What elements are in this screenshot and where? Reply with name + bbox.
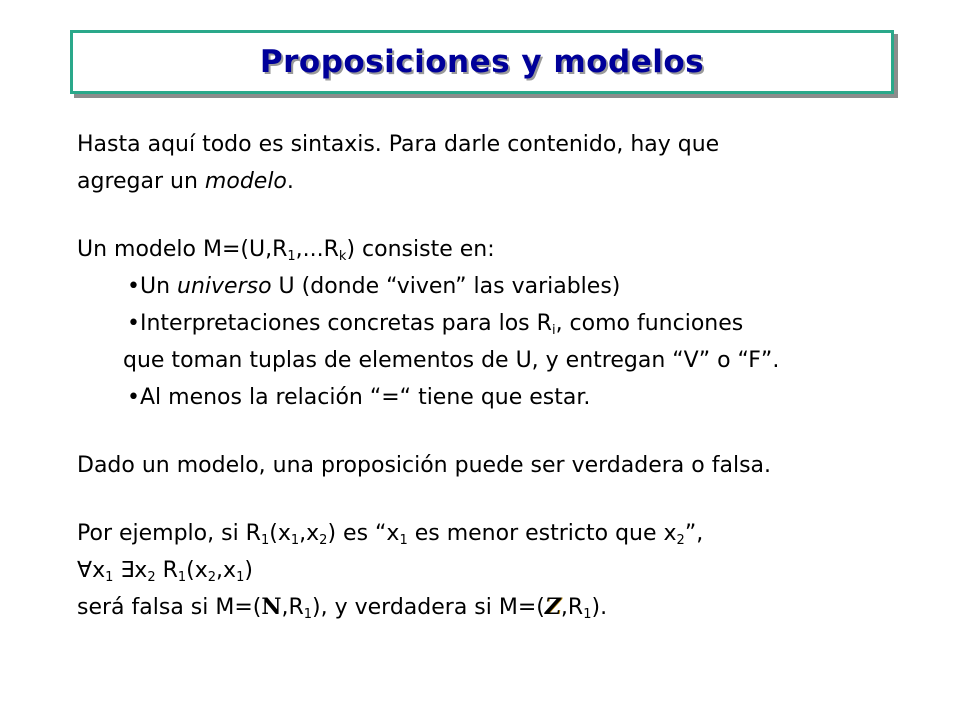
bullet: • — [127, 385, 140, 410]
text: Un — [139, 274, 178, 299]
text: ), y verdadera si M=( — [312, 595, 545, 620]
emphasis-text: universo — [177, 274, 272, 299]
text: ,x — [216, 558, 237, 583]
subscript: 2 — [319, 533, 328, 548]
exists-symbol: ∃ — [113, 558, 135, 583]
subscript: 1 — [287, 249, 296, 264]
text: Interpretaciones concretas para los R — [139, 311, 552, 336]
text: ,...R — [295, 237, 339, 262]
text: ) consiste en: — [346, 237, 495, 262]
paragraph-3 — [77, 447, 937, 484]
text: ). — [591, 595, 608, 620]
subscript: i — [551, 323, 556, 338]
bullet-item-interpretations-continued — [77, 342, 937, 379]
text: ,R — [281, 595, 304, 620]
subscript: 1 — [177, 570, 187, 585]
bullet: • — [127, 311, 140, 336]
bullet: • — [127, 274, 140, 299]
example-formula — [77, 552, 937, 589]
text: Hasta aquí todo es sintaxis. Para darle contenido, hay que — [77, 132, 720, 157]
text: agregar un — [77, 169, 205, 194]
integers-symbol: Z — [544, 594, 561, 620]
text: ) — [244, 558, 253, 583]
text: R — [155, 558, 178, 583]
model-definition — [77, 231, 937, 268]
text: , como funciones — [555, 311, 744, 336]
text: x — [134, 558, 148, 583]
text: . — [286, 169, 294, 194]
naturals-symbol: N — [261, 594, 282, 620]
subscript: k — [338, 249, 347, 264]
text: (x — [269, 521, 291, 546]
slide-content — [77, 126, 937, 626]
subscript: 1 — [260, 533, 270, 548]
paragraph-1-line-1 — [77, 126, 937, 163]
emphasis-text: modelo — [204, 169, 287, 194]
subscript: 2 — [147, 570, 156, 585]
example-line-1 — [77, 515, 937, 552]
text: es menor estricto que x — [407, 521, 677, 546]
text: Un modelo M=(U,R — [77, 237, 288, 262]
paragraph-1-line-2 — [77, 163, 937, 200]
text: ) es “x — [327, 521, 400, 546]
subscript: 1 — [399, 533, 408, 548]
text: ,x — [299, 521, 320, 546]
subscript: 1 — [583, 607, 592, 622]
bullet-item-universe — [77, 268, 937, 305]
subscript: 2 — [207, 570, 217, 585]
text: Al menos la relación “=“ tiene que estar. — [139, 385, 591, 410]
text: x — [92, 558, 106, 583]
slide-title: Proposiciones y modelos — [259, 44, 705, 80]
bullet-item-equality — [77, 379, 937, 416]
subscript: 1 — [236, 570, 245, 585]
example-line-3 — [77, 589, 937, 626]
text: ,R — [560, 595, 584, 620]
title-box — [70, 30, 894, 94]
text: ”, — [684, 521, 704, 546]
bullet-item-interpretations — [77, 305, 937, 342]
subscript: 1 — [290, 533, 300, 548]
subscript: 1 — [303, 607, 313, 622]
text: (x — [186, 558, 208, 583]
text: será falsa si M=( — [77, 595, 262, 620]
text: que toman tuplas de elementos de U, y entregan “V” o “F”. — [123, 348, 780, 373]
forall-symbol: ∀ — [77, 558, 93, 583]
subscript: 2 — [676, 533, 685, 548]
subscript: 1 — [105, 570, 114, 585]
text: Por ejemplo, si R — [77, 521, 261, 546]
text: U (donde “viven” las variables) — [271, 274, 621, 299]
text: Dado un modelo, una proposición puede ser verdadera o falsa. — [77, 453, 771, 478]
